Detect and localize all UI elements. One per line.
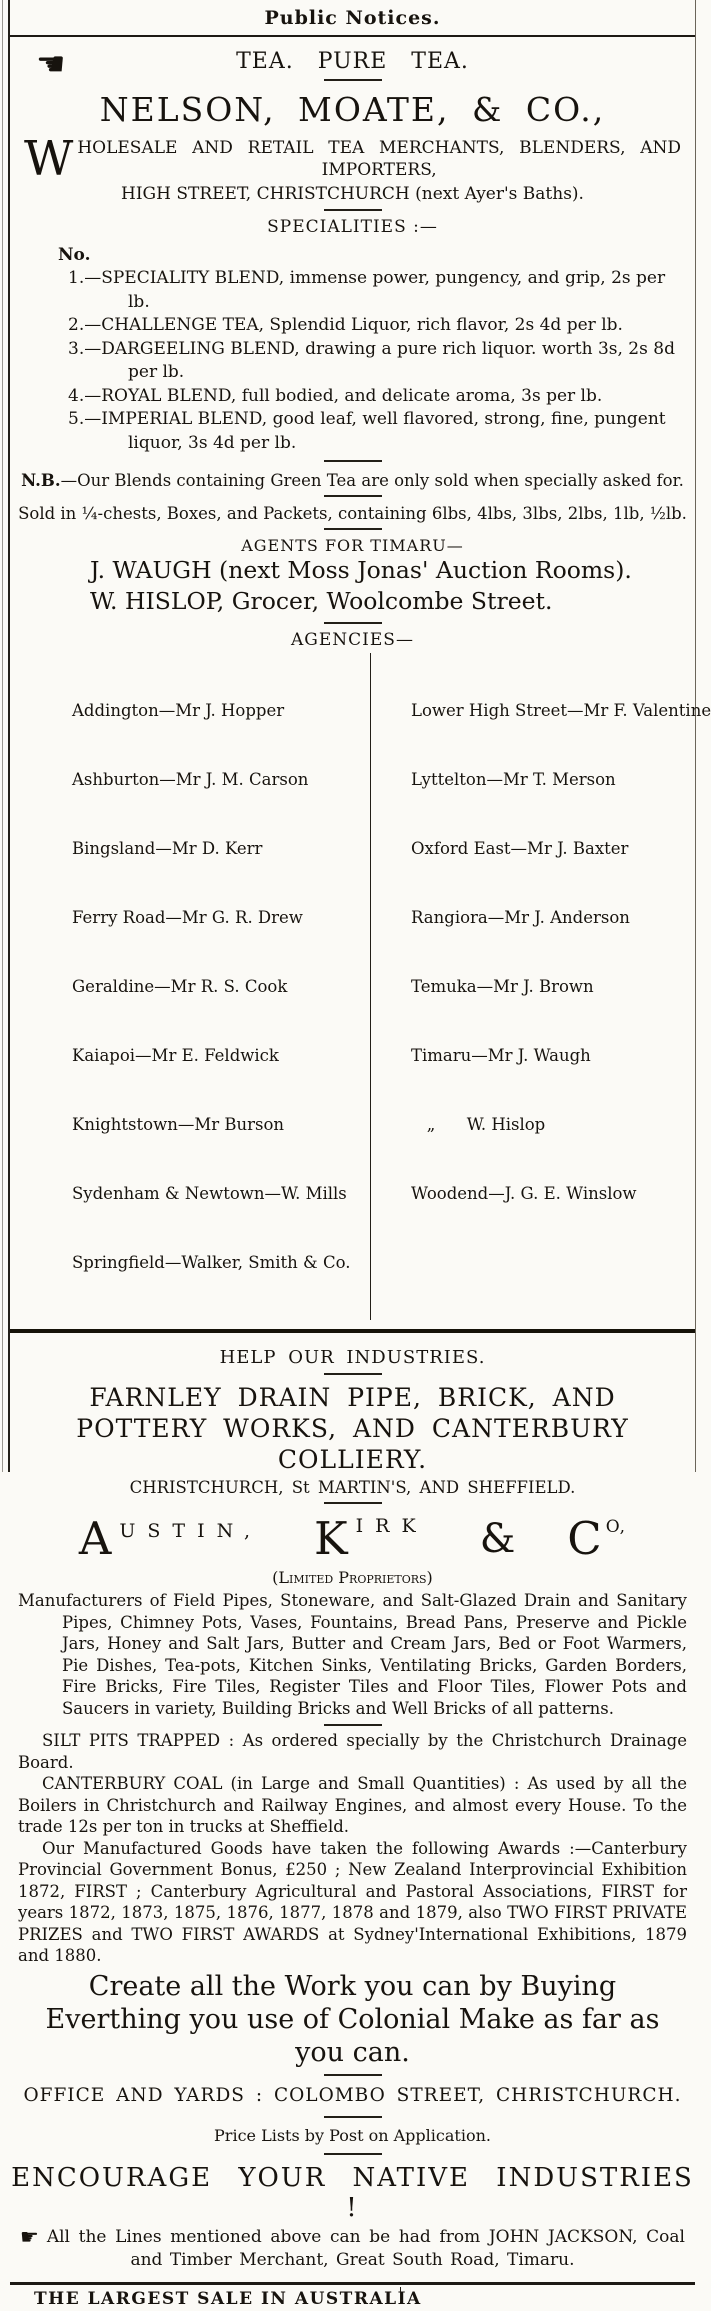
agents-heading: AGENTS FOR TIMARU— [241, 536, 464, 555]
list-item: 1.—SPECIALITY BLEND, immense power, pungency, and grip, 2s per lb. [68, 268, 666, 312]
dropcap-w: W [24, 131, 74, 187]
agency-entry: Lower High Street—Mr F. Valentine [411, 701, 711, 720]
agency-entry: Kaiapoi—Mr E. Feldwick [72, 1046, 279, 1065]
works-locations: CHRISTCHURCH, St MARTIN'S, AND SHEFFIELD. [129, 1478, 576, 1497]
agency-entry: Knightstown—Mr Burson [72, 1115, 285, 1134]
section-divider [324, 460, 382, 462]
firm-rest: O, [605, 1517, 627, 1537]
agency-entry: Ashburton—Mr J. M. Carson [72, 770, 309, 789]
industries-heading: HELP OUR INDUSTRIES. [219, 1347, 486, 1368]
company-address: HIGH STREET, CHRISTCHURCH (next Ayer's Baths). [121, 184, 584, 204]
agency-entry: Timaru—Mr J. Waugh [411, 1046, 591, 1065]
section-divider [324, 495, 382, 497]
agencies-right-column [371, 653, 711, 1320]
nb-label: N.B. [21, 471, 61, 490]
company-name: NELSON, MOATE, & CO., [99, 90, 606, 129]
coal-paragraph: CANTERBURY COAL (in Large and Small Quantities) : As used by all the Boilers in Christchurch and Railway Engines, and almost every House. To the trade 12s per ton in trucks at Sheffield. [18, 1774, 687, 1836]
buy-colonial-slogan: Create all the Work you can by Buying Everthing you use of Colonial Make as far as you can. [45, 1970, 660, 2068]
agency-entry: „ W. Hislop [411, 1115, 546, 1134]
list-item: 2.—CHALLENGE TEA, Splendid Liquor, rich flavor, 2s 4d per lb. [68, 315, 623, 335]
manufactures-paragraph: Manufacturers of Field Pipes, Stoneware, and Salt-Glazed Drain and Sanitary Pipes, Chimney Pots, Vases, Fountains, Bread Pans, Preserve and Pickle Jars, Honey and Salt Jars, Butter and Cream Jars, Bed or Foot Warmers, Pie Dishes, Tea-pots, Kitchen Sinks, Ventilating Bricks, Garden Borders, Fire Bricks, Fire Tiles, Register Tiles and Floor Tiles, Flower Pots and Saucers in variety, Building Bricks and Well Bricks of all patterns. [18, 1591, 687, 1718]
firm-name-part [314, 1512, 428, 1566]
bottom-rule [10, 2282, 695, 2285]
office-address: OFFICE AND YARDS : COLOMBO STREET, CHRISTCHURCH. [23, 2084, 682, 2106]
tea-headline: TEA. PURE TEA. [236, 49, 469, 74]
encourage-heading: ENCOURAGE YOUR NATIVE INDUSTRIES ! [11, 2162, 694, 2223]
ampersand: & [479, 1516, 516, 1562]
list-item: 4.—ROYAL BLEND, full bodied, and delicate aroma, 3s per lb. [68, 385, 603, 406]
section-divider [324, 79, 382, 81]
pointing-hand-left-icon: ☚ [36, 44, 66, 83]
agencies-list [72, 653, 711, 1320]
section-divider [324, 528, 382, 530]
list-item: 5.—IMPERIAL BLEND, good leaf, well flavored, strong, fine, pungent liquor, 3s 4d per lb. [68, 409, 666, 453]
agency-entry: Lyttelton—Mr T. Merson [411, 770, 616, 789]
section-divider [324, 1373, 382, 1375]
section-divider [324, 1502, 382, 1504]
list-item: 3.—DARGEELING BLEND, drawing a pure rich liquor. worth 3s, 2s 8d per lb. [68, 338, 675, 382]
firm-initial: C [567, 1512, 602, 1565]
firm-initial: K [314, 1512, 348, 1565]
agencies-left-column [72, 653, 371, 1320]
agency-entry: Bingsland—Mr D. Kerr [72, 839, 263, 858]
specialities-heading: SPECIALITIES :— [267, 217, 438, 237]
section-divider [324, 622, 382, 624]
truncated-next-advert [10, 2287, 695, 2309]
section-heading: Public Notices. [10, 0, 695, 37]
section-divider [324, 1724, 382, 1726]
column-divider-line [400, 2287, 401, 2302]
proprietors-note: (Limited Proprietors) [272, 1568, 433, 1587]
agency-entry: Oxford East—Mr J. Baxter [411, 839, 629, 858]
agency-entry: Ferry Road—Mr G. R. Drew [72, 908, 303, 927]
section-divider [324, 2116, 382, 2118]
section-divider [324, 2074, 382, 2076]
agency-entry: Addington—Mr J. Hopper [72, 701, 285, 720]
firm-name [10, 1512, 695, 1568]
silt-pits-paragraph: SILT PITS TRAPPED : As ordered specially by the Christchurch Drainage Board. [18, 1731, 687, 1772]
truncated-headline: THE LARGEST SALE IN AUSTRALIA [34, 2288, 422, 2309]
agency-entry: Rangiora—Mr J. Anderson [411, 908, 630, 927]
firm-initial: A [78, 1512, 112, 1565]
agency-entry: Temuka—Mr J. Brown [411, 977, 594, 996]
newspaper-column [8, 0, 711, 2309]
agent-line: J. WAUGH (next Moss Jonas' Auction Rooms). [90, 556, 632, 584]
nb-note [14, 471, 691, 490]
pointing-hand-right-icon: ☛ [20, 2224, 39, 2249]
price-lists-note: Price Lists by Post on Application. [214, 2125, 491, 2145]
list-number-label: No. [58, 245, 91, 265]
agent-line: W. HISLOP, Grocer, Woolcombe Street. [90, 587, 553, 615]
firm-name-part [567, 1512, 626, 1566]
packaging-note: Sold in ¼-chests, Boxes, and Packets, containing 6lbs, 4lbs, 3lbs, 2lbs, 1lb, ½lb. [18, 504, 687, 523]
stockist-note [20, 2226, 685, 2272]
agency-entry: Woodend—J. G. E. Winslow [411, 1184, 637, 1203]
stockist-text: All the Lines mentioned above can be had from JOHN JACKSON, Coal and Timber Merchant, Great South Road, Timaru. [46, 2226, 685, 2270]
agency-entry: Springfield—Walker, Smith & Co. [72, 1253, 351, 1272]
awards-paragraph: Our Manufactured Goods have taken the following Awards :—Canterbury Provincial Government Bonus, £250 ; New Zealand Interprovincial Exhibition 1872, FIRST ; Canterbury Agricultural and Pastoral Associations, FIRST for years 1872, 1873, 1875, 1876, 1877, 1878 and 1879, also TWO FIRST PRIVATE PRIZES and TWO FIRST AWARDS at Sydney'International Exhibitions, 1879 and 1880. [18, 1838, 687, 1965]
agency-entry: Geraldine—Mr R. S. Cook [72, 977, 288, 996]
works-title: FARNLEY DRAIN PIPE, BRICK, AND POTTERY WORKS, AND CANTERBURY COLLIERY. [76, 1383, 629, 1474]
agency-entry: Sydenham & Newtown—W. Mills [72, 1184, 347, 1203]
company-tagline [24, 131, 681, 187]
firm-name-part [79, 1512, 262, 1566]
section-divider [324, 209, 382, 211]
tea-advertisement [10, 37, 711, 1320]
tagline-text: HOLESALE AND RETAIL TEA MERCHANTS, BLENDERS, AND IMPORTERS, [77, 138, 681, 180]
firm-rest: IRK [355, 1515, 428, 1537]
nb-text: —Our Blends containing Green Tea are only sold when specially asked for. [60, 471, 684, 490]
speciality-list [10, 267, 689, 455]
section-divider [324, 2153, 382, 2155]
industry-advertisement [10, 1333, 695, 2272]
firm-rest: USTIN, [119, 1520, 263, 1542]
agencies-heading: AGENCIES— [291, 630, 414, 650]
